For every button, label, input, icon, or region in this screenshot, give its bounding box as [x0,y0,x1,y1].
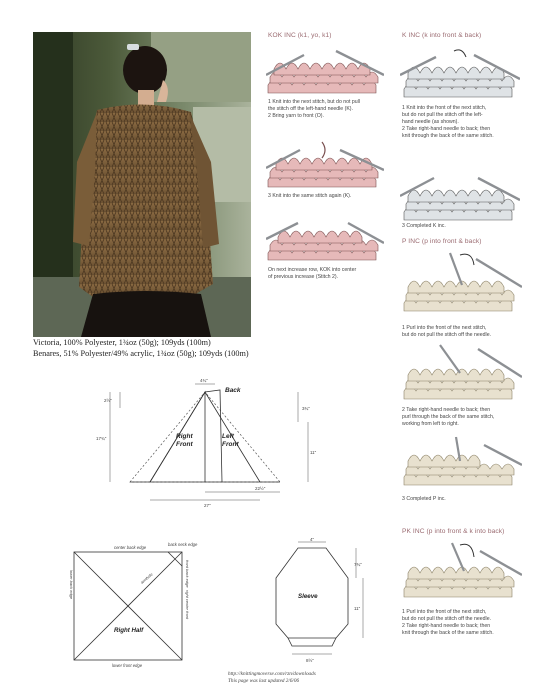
step-line: the stitch off the left-hand needle (K). [268,106,353,113]
step-line: of previous increase (Stitch 2). [268,274,339,281]
p-inc-illustration-2 [400,343,522,401]
right-center-front-label: right center front [185,590,190,620]
step-line: knit through the back of the same stitch. [402,630,494,637]
step-line: 1 Purl into the front of the next stitch, [402,325,487,331]
p-inc-heading: P INC (p into front & back) [402,238,482,245]
dim-right-bottom: 11" [310,450,317,455]
step-line: but do not pull the stitch off the needle. [402,332,492,339]
square-schematic [60,540,200,670]
armhole-label: armhole [139,571,154,585]
caption-line: Victoria, 100% Polyester, 1¾oz (50g); 109yds (100m) [33,338,211,347]
front-back-edge-label: front back edge [185,560,190,588]
pk-inc-illustration [400,539,522,601]
pk-inc-step1 [402,609,494,637]
step-line: working from left to right. [402,421,459,428]
pk-inc-heading: PK INC (p into front & k into back) [402,528,505,535]
kok-inc-illustration-2 [266,140,384,190]
lower-front-edge-label: lower front edge [112,663,143,668]
step-line: 2 Bring yarn to front (O). [268,113,324,120]
kok-inc-step3 [268,193,351,200]
shawl-schematic [80,372,325,512]
p-inc-illustration-1 [400,249,522,315]
k-inc-illustration-1 [400,45,520,100]
kok-inc-note [268,267,356,281]
dim-left-small: 2½" [104,398,112,403]
right-front-label: Right [176,433,193,440]
step-line: 3 Knit into the same stitch again (K). [268,193,352,199]
k-inc-heading: K INC (k into front & back) [402,32,482,39]
p-inc-step1 [402,325,491,339]
p-inc-step3 [402,496,446,503]
step-line: but do not pull the stitch off the needle. [402,616,492,623]
k-inc-step1 [402,105,494,140]
dim-left-big: 17¾" [96,436,107,441]
sleeve-schematic [268,538,373,668]
step-line: 3 Completed K inc. [402,223,446,229]
step-line: 2 Take right-hand needle to back; then [402,407,491,413]
center-back-edge-label: center back edge [114,545,147,550]
sleeve-dim-bottom: 8½" [306,658,314,663]
step-line: knit through the back of the same stitch. [402,133,494,140]
footer-updated: This page was last updated 2/6/06 [228,678,300,684]
footer-url: http://knittingmoverse.com/rzn/downloads [228,671,316,677]
step-line: 2 Take right-hand needle to back; then [402,623,491,630]
kok-inc-step1 [268,99,360,120]
step-line: 3 Completed P inc. [402,496,446,502]
sleeve-dim-right-bottom: 11" [354,606,361,611]
step-line: 1 Knit into the next stitch, but do not pull [268,99,360,105]
sleeve-dim-right-top: 7¾" [354,562,362,567]
right-front-label: Front [176,441,193,448]
right-half-label: Right Half [114,627,144,634]
caption-line: Benares, 51% Polyester/49% acrylic, 1¾oz (50g); 109yds (100m) [33,348,249,358]
step-line: On next increase row, KOK into center [268,267,357,273]
step-line: hand needle (as shown). [402,119,459,126]
yarn-caption [33,338,273,359]
back-label: Back [225,387,241,394]
kok-inc-illustration-1 [266,45,384,97]
step-line: 2 Take right-hand needle to back; then [402,126,491,133]
kok-inc-heading: KOK INC (k1, yo, k1) [268,32,332,39]
left-front-label: Left [222,433,234,440]
sleeve-dim-top: 4" [310,538,315,542]
dim-right-top: 3¾" [302,406,310,411]
kok-inc-illustration-3 [266,215,384,263]
lower-back-edge-label: lower back edge [69,570,74,600]
step-line: 1 Knit into the front of the next stitch, [402,105,487,111]
p-inc-illustration-3 [400,435,522,487]
left-front-label: Front [222,441,239,448]
page-footer [228,671,316,685]
dim-bottom: 27" [204,503,211,508]
sleeve-label: Sleeve [298,593,318,600]
step-line: purl through the back of the same stitch, [402,414,495,421]
dim-top: 4¾" [200,378,208,383]
dim-bottom-half: 22½" [255,486,266,491]
k-inc-illustration-2 [400,170,520,222]
p-inc-step2 [402,407,494,428]
model-photo [33,32,251,337]
back-neck-edge-label: back neck edge [168,542,198,547]
k-inc-step3 [402,223,446,230]
step-line: 1 Purl into the front of the next stitch, [402,609,487,615]
step-line: but do not pull the stitch off the left- [402,112,483,119]
